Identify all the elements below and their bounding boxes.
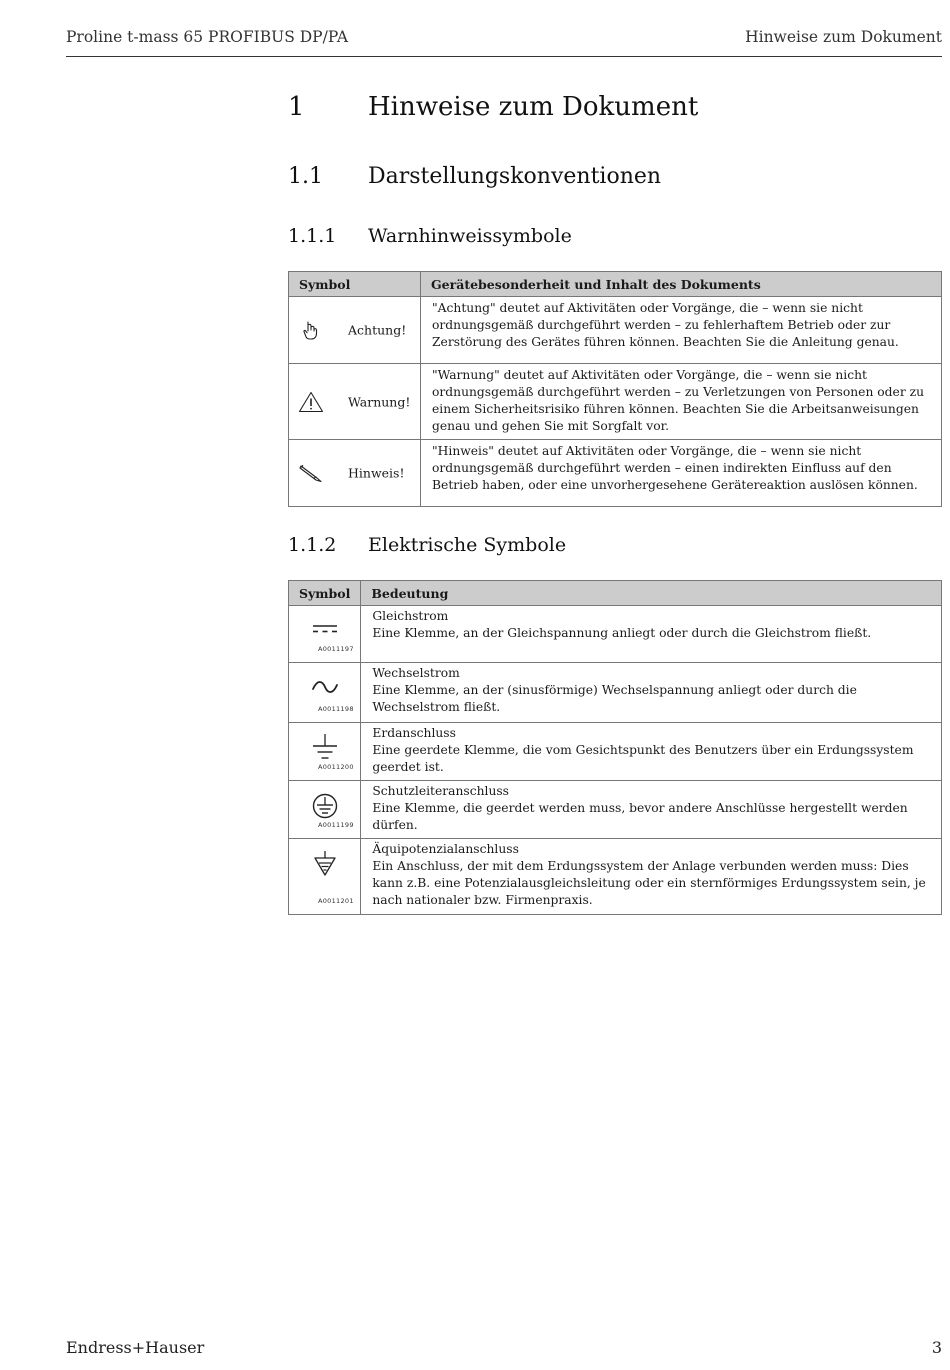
table-row <box>289 364 942 440</box>
symbol-label: Hinweis! <box>348 465 405 481</box>
description-cell <box>361 839 942 915</box>
symbol-description: Ein Anschluss, der mit dem Erdungssystem der Anlage verbunden werden muss: Dies kann z.B. eine Potenzialausgleichsleitung oder ein sternförmiges Erdungssystem sein, je nach nationaler bzw. Firmenpraxis. <box>372 859 926 907</box>
symbol-title: Gleichstrom <box>372 609 449 623</box>
warning-triangle-icon <box>298 389 324 415</box>
table-row <box>289 723 942 781</box>
alternating-current-icon <box>289 681 360 693</box>
description-cell <box>361 781 942 839</box>
warning-symbols-table <box>288 271 942 507</box>
section-title: Darstellungskonventionen <box>368 164 662 189</box>
symbol-cell <box>289 781 361 839</box>
symbol-description: Eine Klemme, an der (sinusförmige) Wechselspannung anliegt oder durch die Wechselstrom fließt. <box>372 683 857 714</box>
equipotential-icon <box>289 851 360 879</box>
page-header <box>66 28 942 57</box>
symbol-cell <box>289 606 361 663</box>
elec-section-number: 1.1.2 <box>288 534 337 556</box>
column-header-symbol: Symbol <box>289 581 361 606</box>
column-header-meaning: Bedeutung <box>361 581 942 606</box>
symbol-title: Äquipotenzialanschluss <box>372 842 519 856</box>
figure-code: A0011201 <box>318 897 354 905</box>
chapter-heading <box>288 92 698 122</box>
table-row <box>289 606 942 663</box>
symbol-title: Erdanschluss <box>372 726 456 740</box>
figure-code: A0011200 <box>318 763 354 771</box>
warn-section-heading <box>288 225 572 247</box>
symbol-description: Eine Klemme, die geerdet werden muss, bevor andere Anschlüsse hergestellt werden dürfen. <box>372 801 908 832</box>
symbol-cell <box>289 364 421 440</box>
chapter-title: Hinweise zum Dokument <box>368 92 699 122</box>
table-row <box>289 663 942 723</box>
electrical-symbols-table <box>288 580 942 915</box>
table-row <box>289 297 942 364</box>
description-cell: "Achtung" deutet auf Aktivitäten oder Vorgänge, die – wenn sie nicht ordnungsgemäß durchgeführt werden – zu fehlerhaftem Betrieb oder zur Zerstörung des Gerätes führen können. Beachten Sie die Anleitung genau. <box>421 297 942 364</box>
symbol-description: Eine Klemme, an der Gleichspannung anliegt oder durch die Gleichstrom fließt. <box>372 626 872 640</box>
page-number: 3 <box>931 1338 942 1357</box>
symbol-label: Achtung! <box>348 322 407 338</box>
footer-brand: Endress+Hauser <box>66 1338 205 1357</box>
elec-section-title: Elektrische Symbole <box>368 534 567 556</box>
symbol-title: Schutzleiteranschluss <box>372 784 509 798</box>
symbol-cell <box>289 723 361 781</box>
table-header-row <box>289 581 942 606</box>
description-cell <box>361 663 942 723</box>
table-row <box>289 440 942 507</box>
figure-code: A0011198 <box>318 705 354 713</box>
section-number: 1.1 <box>288 164 323 189</box>
figure-code: A0011199 <box>318 821 354 829</box>
pencil-icon <box>298 460 324 486</box>
hand-icon <box>298 317 324 343</box>
warn-section-number: 1.1.1 <box>288 225 337 247</box>
protective-earth-icon <box>289 793 360 819</box>
description-cell: "Hinweis" deutet auf Aktivitäten oder Vorgänge, die – wenn sie nicht ordnungsgemäß durchgeführt werden – einen indirekten Einfluss auf den Betrieb haben, oder eine unvorhergesehene Gerätereaktion auslösen können. <box>421 440 942 507</box>
table-row <box>289 781 942 839</box>
warn-section-title: Warnhinweissymbole <box>368 225 572 247</box>
chapter-number: 1 <box>288 92 305 122</box>
table-header-row <box>289 272 942 297</box>
symbol-title: Wechselstrom <box>372 666 460 680</box>
symbol-cell <box>289 839 361 915</box>
direct-current-icon <box>289 624 360 634</box>
symbol-cell <box>289 663 361 723</box>
column-header-description: Gerätebesonderheit und Inhalt des Dokuments <box>421 272 942 297</box>
table-row <box>289 839 942 915</box>
symbol-label: Warnung! <box>348 394 411 409</box>
ground-icon <box>289 734 360 762</box>
section-heading <box>288 164 661 189</box>
description-cell: "Warnung" deutet auf Aktivitäten oder Vorgänge, die – wenn sie nicht ordnungsgemäß durchgeführt werden – zu Verletzungen von Personen oder zu einem Sicherheitsrisiko führen können. Beachten Sie die Arbeitsanweisungen genau und gehen Sie mit Sorgfalt vor. <box>421 364 942 440</box>
header-chapter-title: Hinweise zum Dokument <box>745 28 942 46</box>
symbol-cell <box>289 297 421 364</box>
header-document-title: Proline t-mass 65 PROFIBUS DP/PA <box>66 28 349 46</box>
description-cell <box>361 723 942 781</box>
figure-code: A0011197 <box>318 645 354 653</box>
symbol-cell <box>289 440 421 507</box>
column-header-symbol: Symbol <box>289 272 421 297</box>
symbol-description: Eine geerdete Klemme, die vom Gesichtspunkt des Benutzers über ein Erdungssystem geerdet ist. <box>372 743 914 774</box>
elec-section-heading <box>288 534 566 556</box>
description-cell <box>361 606 942 663</box>
